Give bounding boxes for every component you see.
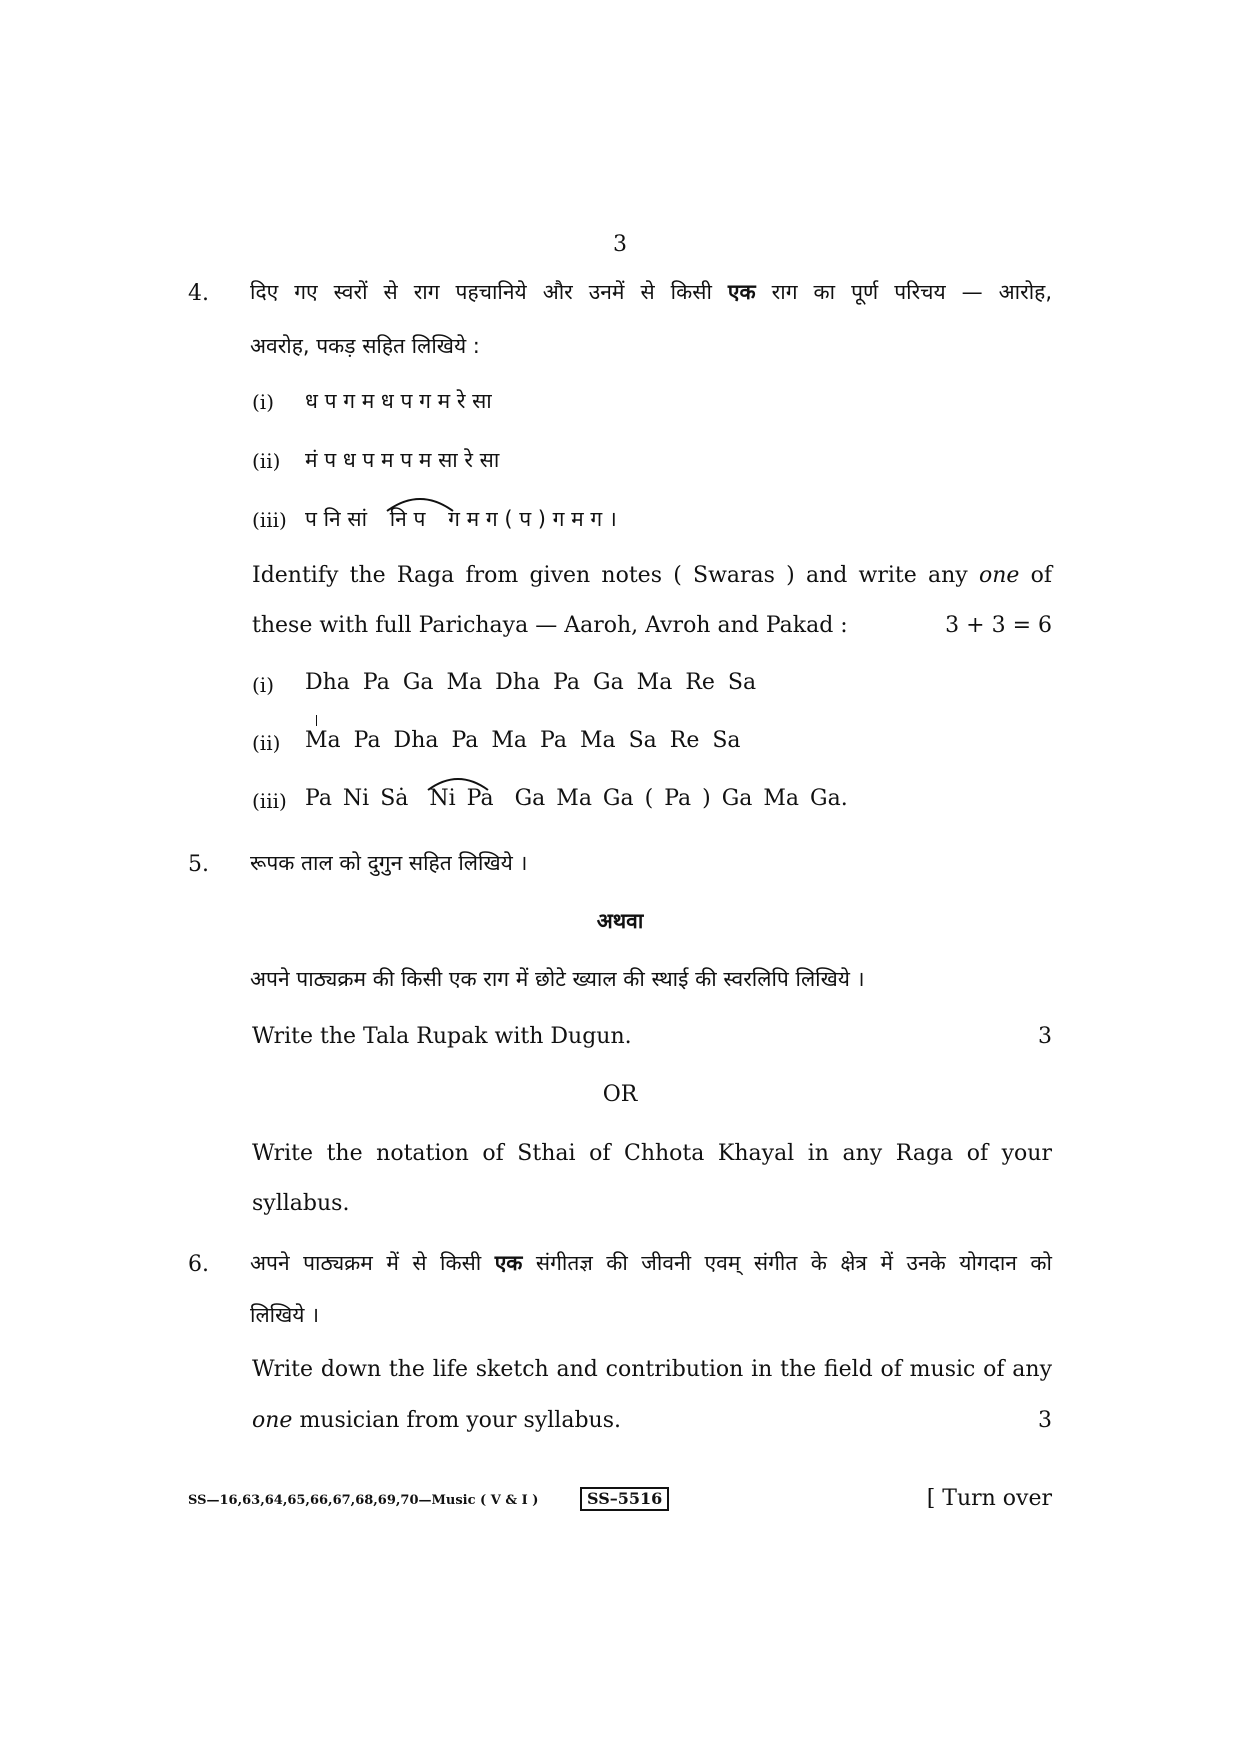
hindi-item-3-notes: प नि सां नि प ग म ग ( प ) ग म ग । [305, 505, 617, 533]
english-or-heading: OR [602, 1082, 638, 1107]
english-item-3-notes: Pa Ni Sȧ Ni Pa Ga Ma Ga ( Pa ) Ga Ma Ga. [305, 786, 848, 811]
hindi-item-3-label: (iii) [252, 508, 287, 532]
tivra-ma-tick [316, 715, 317, 726]
english-item-3-arc-group: Ni Pa [429, 786, 493, 811]
question-4-hindi-line1: दिए गए स्वरों से राग पहचानिये और उनमें से किसी एक राग का पूर्ण परिचय — आरोह, [250, 280, 1052, 304]
question-5-english: Write the Tala Rupak with Dugun. [252, 1024, 632, 1049]
hindi-item-2-notes: मं प ध प म प म सा रे सा [305, 448, 500, 472]
hindi-or-heading: अथवा [596, 909, 644, 933]
question-6-hindi-line2: लिखिये । [250, 1303, 320, 1327]
slur-arc [384, 491, 456, 513]
footer-paper-code: SS–5516 [580, 1487, 669, 1511]
question-6-english-line1: Write down the life sketch and contribution in the field of music of any [252, 1357, 1052, 1382]
question-5-english-alt-line1: Write the notation of Sthai of Chhota Khayal in any Raga of your [252, 1141, 1052, 1166]
english-item-3-label: (iii) [252, 789, 287, 813]
english-item-2-notes: Ma Pa Dha Pa Ma Pa Ma Sa Re Sa [305, 728, 741, 753]
question-4-english-line2: these with full Parichaya — Aaroh, Avroh and Pakad : [252, 613, 848, 638]
question-5-marks: 3 [1038, 1024, 1052, 1049]
page-number: 3 [613, 232, 627, 257]
question-4-hindi-line2: अवरोह, पकड़ सहित लिखिये : [250, 334, 480, 358]
question-5-hindi: रूपक ताल को दुगुन सहित लिखिये । [250, 851, 528, 875]
slur-arc [425, 772, 491, 792]
footer-subject-code: SS—16,63,64,65,66,67,68,69,70—Music ( V & I ) [188, 1493, 539, 1508]
hindi-item-1-label: (i) [252, 390, 275, 414]
question-5-number: 5. [188, 852, 209, 877]
question-6-number: 6. [188, 1252, 209, 1277]
english-item-1-label: (i) [252, 673, 275, 697]
question-6-hindi-line1: अपने पाठ्यक्रम में से किसी एक संगीतज्ञ की जीवनी एवम् संगीत के क्षेत्र में उनके योगदान को [250, 1251, 1052, 1275]
question-5-english-alt-line2: syllabus. [252, 1191, 350, 1216]
turn-over-label: [ Turn over [926, 1486, 1052, 1511]
english-item-2-label: (ii) [252, 731, 281, 755]
question-6-english-line2: one musician from your syllabus. [252, 1408, 621, 1433]
hindi-item-1-notes: ध प ग म ध प ग म रे सा [305, 389, 492, 413]
english-item-1-notes: Dha Pa Ga Ma Dha Pa Ga Ma Re Sa [305, 670, 757, 695]
hindi-item-3-arc-group: नि प [390, 505, 426, 533]
question-4-number: 4. [188, 281, 209, 306]
hindi-item-2-label: (ii) [252, 449, 281, 473]
question-6-marks: 3 [1038, 1408, 1052, 1433]
question-4-english-line1: Identify the Raga from given notes ( Swaras ) and write any one of [252, 563, 1052, 588]
question-4-marks: 3 + 3 = 6 [945, 613, 1052, 638]
question-5-hindi-alternative: अपने पाठ्यक्रम की किसी एक राग में छोटे ख्याल की स्थाई की स्वरलिपि लिखिये । [250, 967, 865, 991]
